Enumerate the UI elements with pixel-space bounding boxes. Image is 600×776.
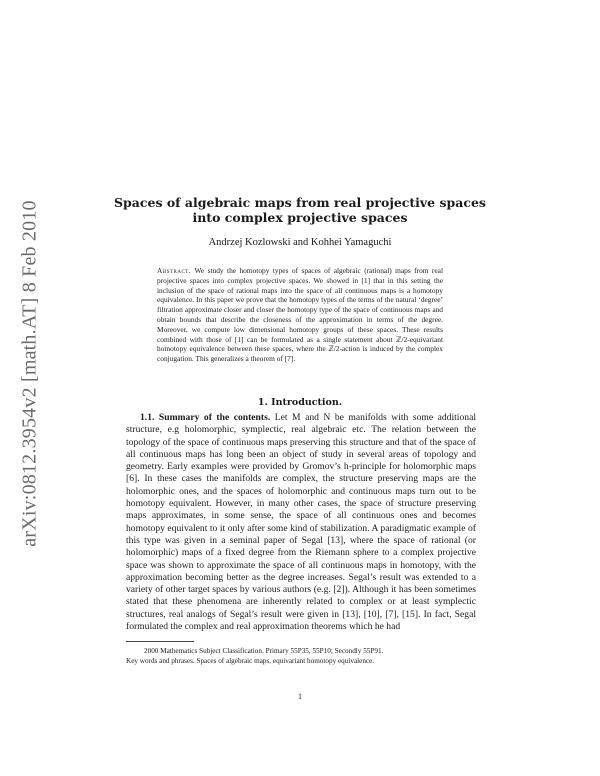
abstract-label: Abstract. xyxy=(157,266,192,275)
footnote-divider xyxy=(126,641,194,642)
arxiv-identifier xyxy=(12,178,48,568)
abstract-text: We study the homotopy types of spaces of algebraic (rational) maps from real projective spaces into complex projective spaces. We showed in [1] that in this setting the inclusion of the space of rational maps into the space of all continuous maps is a homotopy equivalence. In this paper we prove that the homotopy types of the terms of the natural ‘degree’ filtration approximate closer and closer the homotopy type of the space of continuous maps and obtain bounds that describe the closeness of the approximation in terms of the degree. Moreover, we compute low dimensional homotopy groups of these spaces. These results combined with those of [1] can be formulated as a single statement about ℤ/2-equivariant homotopy equivalence between these spaces, where the ℤ/2-action is induced by the complex conjugation. This generalizes a theorem of [7]. xyxy=(157,266,444,364)
page-number: 1 xyxy=(298,692,302,701)
section-body xyxy=(126,412,476,633)
footnotes xyxy=(126,647,476,666)
abstract xyxy=(157,266,443,364)
paper-authors: Andrzej Kozlowski and Kohhei Yamaguchi xyxy=(208,237,392,248)
section-heading: 1. Introduction. xyxy=(257,397,343,408)
arxiv-identifier-text: arXiv:0812.3954v2 [math.AT] 8 Feb 2010 xyxy=(18,199,41,547)
paper-title: Spaces of algebraic maps from real projective spaces into complex projective spaces xyxy=(114,195,486,225)
footnote-keywords: Key words and phrases. Spaces of algebraic maps, equivariant homotopy equivalence. xyxy=(126,656,375,665)
footnote-msc: 2000 Mathematics Subject Classification. Primary 55P35, 55P10; Secondly 55P91. xyxy=(144,647,384,655)
body-paragraph: Let M and N be manifolds with some additional structure, e.g holomorphic, symplectic, real algebraic etc. The relation between the topology of the space of continuous maps preserving this structure and that of the space of all continuous maps has long been an object of study in several areas of topology and geometry. Early examples were provided by Gromov’s h-principle for holomorphic maps [6]. In these cases the manifolds are complex, the structure preserving maps are the holomorphic ones, and the spaces of holomorphic and continuous maps turn out to be homotopy equivalent. However, in many other cases, the space of structure preserving maps approximates, in some sense, the space of all continuous ones and becomes homotopy equivalent to it only after some kind of stabilization. A paradigmatic example of this type was given in a seminal paper of Segal [13], where the space of rational (or holomorphic) maps of a fixed degree from the Riemann sphere to a complex projective space was shown to approximate the space of all continuous maps in homotopy, with the approximation becoming better as the degree increases. Segal’s result was extended to a variety of other target spaces by various authors (e.g. [2]). Although it has been sometimes stated that these phenomena are inherently related to complex or at least symplectic structures, real analogs of Segal’s result were given in [13], [10], [7], [15]. In fact, Segal formulated the complex and real approximation theorems which he had xyxy=(126,412,476,633)
subsection-heading: 1.1. Summary of the contents. xyxy=(140,412,271,423)
